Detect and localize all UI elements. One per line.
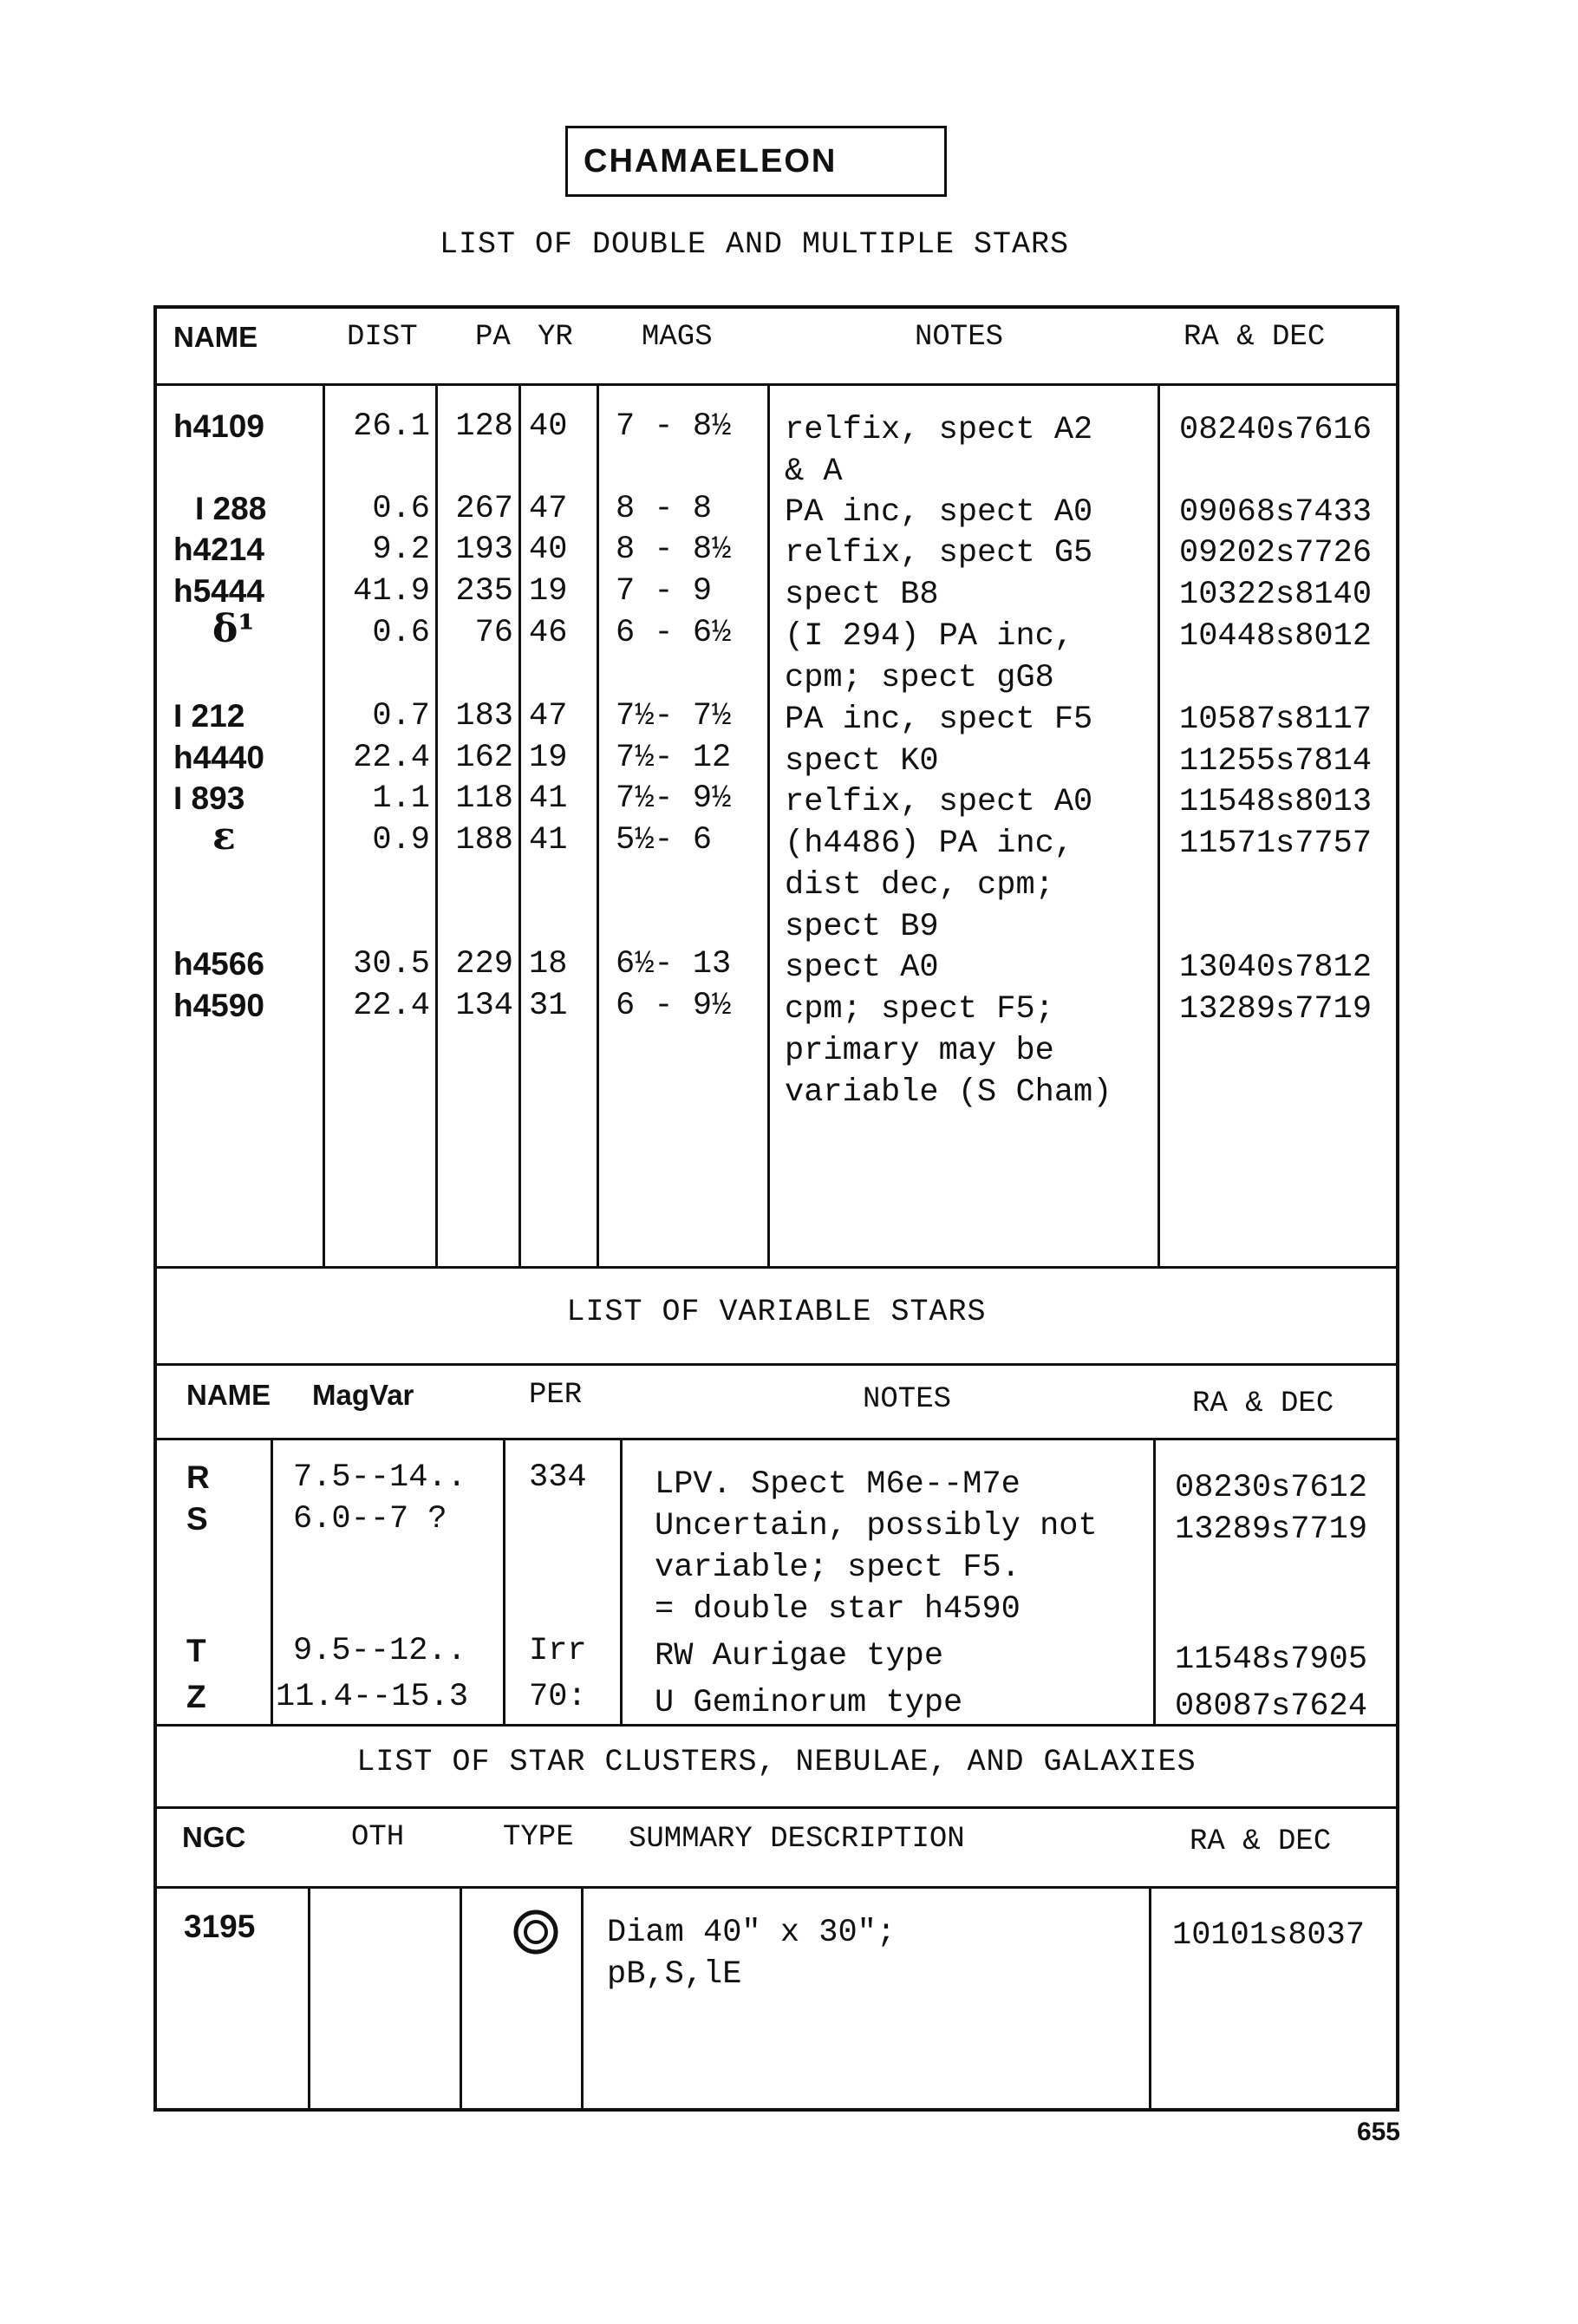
star-pa: 128 xyxy=(455,408,513,445)
star-radec: 10587s8117 xyxy=(1179,702,1373,738)
column-divider xyxy=(435,383,438,1266)
star-pa: 134 xyxy=(455,988,513,1024)
star-yr: 40 xyxy=(529,532,568,568)
column-divider xyxy=(620,1438,623,1724)
star-note-line: variable (S Cham) xyxy=(785,1074,1112,1111)
var-radec: 08230s7612 xyxy=(1175,1470,1368,1506)
col-header-dist: DIST xyxy=(347,321,418,354)
var-period: 334 xyxy=(529,1459,587,1496)
star-radec: 11255s7814 xyxy=(1179,743,1373,780)
star-yr: 19 xyxy=(529,740,568,776)
column-divider xyxy=(460,1886,462,2112)
star-mags: 8 - 8½ xyxy=(616,532,732,568)
divider xyxy=(153,1266,1399,1269)
var-name: R xyxy=(186,1459,210,1495)
cl-col-header-radec: RA & DEC xyxy=(1190,1825,1332,1858)
var-note-line: U Geminorum type xyxy=(655,1685,963,1721)
column-divider xyxy=(323,383,325,1266)
star-name: I 893 xyxy=(173,780,245,816)
col-header-pa: PA xyxy=(475,321,511,354)
star-yr: 18 xyxy=(529,946,568,982)
star-pa: 188 xyxy=(455,822,513,858)
star-note-line: spect K0 xyxy=(785,743,939,780)
star-radec: 11571s7757 xyxy=(1179,826,1373,862)
star-note-line: dist dec, cpm; xyxy=(785,867,1054,904)
page-title: CHAMAELEON xyxy=(565,126,947,197)
var-note-line: LPV. Spect M6e--M7e xyxy=(655,1466,1020,1503)
divider xyxy=(153,1806,1399,1809)
star-note-line: PA inc, spect F5 xyxy=(785,702,1093,738)
divider xyxy=(153,1363,1399,1366)
var-col-header-per: PER xyxy=(529,1379,583,1412)
column-divider xyxy=(767,383,770,1266)
divider xyxy=(153,1438,1399,1440)
star-pa: 183 xyxy=(455,698,513,734)
divider xyxy=(153,383,1399,386)
star-radec: 11548s8013 xyxy=(1179,784,1373,820)
star-yr: 31 xyxy=(529,988,568,1024)
star-pa: 118 xyxy=(455,780,513,817)
col-header-name: NAME xyxy=(173,321,258,353)
star-dist: 22.4 xyxy=(353,740,430,776)
star-note-line: spect B9 xyxy=(785,909,939,945)
star-mags: 7 - 9 xyxy=(616,573,713,610)
star-dist: 0.9 xyxy=(372,822,430,858)
star-note-line: spect A0 xyxy=(785,950,939,986)
star-yr: 47 xyxy=(529,698,568,734)
star-radec: 08240s7616 xyxy=(1179,412,1373,448)
var-name: Z xyxy=(186,1679,206,1714)
col-header-mags: MAGS xyxy=(642,321,713,354)
cl-col-header-desc: SUMMARY DESCRIPTION xyxy=(629,1823,965,1856)
column-divider xyxy=(597,383,599,1266)
star-dist: 9.2 xyxy=(372,532,430,568)
column-divider xyxy=(1153,1438,1156,1724)
star-mags: 7½- 12 xyxy=(616,740,732,776)
star-dist: 0.6 xyxy=(372,491,430,527)
star-pa: 162 xyxy=(455,740,513,776)
star-name: h4590 xyxy=(173,988,264,1023)
star-dist: 41.9 xyxy=(353,573,430,610)
var-period: 70: xyxy=(529,1679,587,1715)
star-radec: 10322s8140 xyxy=(1179,577,1373,613)
column-divider xyxy=(581,1886,584,2112)
star-name: δ¹ xyxy=(212,607,255,651)
star-pa: 267 xyxy=(455,491,513,527)
star-dist: 22.4 xyxy=(353,988,430,1024)
star-yr: 46 xyxy=(529,615,568,651)
var-magvar: 11.4--15.3 xyxy=(276,1679,469,1715)
star-dist: 0.6 xyxy=(372,615,430,651)
star-yr: 41 xyxy=(529,780,568,817)
star-note-line: relfix, spect G5 xyxy=(785,535,1093,571)
cluster-desc-line: pB,S,lE xyxy=(607,1956,742,1993)
star-note-line: relfix, spect A0 xyxy=(785,784,1093,820)
star-radec: 10448s8012 xyxy=(1179,618,1373,655)
star-name: h4214 xyxy=(173,532,264,567)
var-col-header-magvar: MagVar xyxy=(312,1379,414,1411)
var-note-line: RW Aurigae type xyxy=(655,1638,944,1674)
star-note-line: (h4486) PA inc, xyxy=(785,826,1074,862)
star-mags: 5½- 6 xyxy=(616,822,713,858)
star-yr: 19 xyxy=(529,573,568,610)
var-name: S xyxy=(186,1501,208,1537)
clusters-heading: LIST OF STAR CLUSTERS, NEBULAE, AND GALAXIES xyxy=(356,1745,1197,1779)
star-yr: 47 xyxy=(529,491,568,527)
var-radec: 08087s7624 xyxy=(1175,1688,1368,1725)
star-name: h4440 xyxy=(173,740,264,775)
cl-col-header-type: TYPE xyxy=(503,1821,574,1854)
var-magvar: 9.5--12.. xyxy=(293,1633,466,1669)
star-mags: 6 - 6½ xyxy=(616,615,732,651)
star-dist: 1.1 xyxy=(372,780,430,817)
star-radec: 13040s7812 xyxy=(1179,950,1373,986)
star-name: h5444 xyxy=(173,573,264,609)
var-period: Irr xyxy=(529,1633,587,1669)
star-note-line: relfix, spect A2 xyxy=(785,412,1093,448)
star-dist: 26.1 xyxy=(353,408,430,445)
star-name: I 288 xyxy=(195,491,267,526)
column-divider xyxy=(308,1886,310,2112)
star-pa: 235 xyxy=(455,573,513,610)
cluster-desc-line: Diam 40" x 30"; xyxy=(607,1915,897,1951)
star-mags: 7 - 8½ xyxy=(616,408,732,445)
star-name: I 212 xyxy=(173,698,245,734)
var-col-header-radec: RA & DEC xyxy=(1192,1387,1334,1420)
column-divider xyxy=(271,1438,273,1724)
star-note-line: cpm; spect gG8 xyxy=(785,660,1054,696)
star-radec: 09068s7433 xyxy=(1179,494,1373,531)
col-header-radec: RA & DEC xyxy=(1184,321,1326,354)
star-pa: 229 xyxy=(455,946,513,982)
star-radec: 09202s7726 xyxy=(1179,535,1373,571)
cl-col-header-oth: OTH xyxy=(351,1821,405,1854)
divider xyxy=(153,1886,1399,1889)
star-name: ε xyxy=(212,814,236,858)
star-mags: 8 - 8 xyxy=(616,491,713,527)
var-magvar: 6.0--7 ? xyxy=(293,1501,447,1537)
column-divider xyxy=(518,383,521,1266)
var-radec: 13289s7719 xyxy=(1175,1511,1368,1548)
col-header-yr: YR xyxy=(538,321,573,354)
star-pa: 76 xyxy=(474,615,513,651)
star-yr: 41 xyxy=(529,822,568,858)
star-name: h4109 xyxy=(173,408,264,444)
cluster-ngc: 3195 xyxy=(184,1909,256,1944)
double-stars-heading: LIST OF DOUBLE AND MULTIPLE STARS xyxy=(439,227,1070,262)
var-note-line: variable; spect F5. xyxy=(655,1550,1020,1586)
star-dist: 30.5 xyxy=(353,946,430,982)
planetary-nebula-icon xyxy=(513,1909,558,1955)
star-note-line: PA inc, spect A0 xyxy=(785,494,1093,531)
column-divider xyxy=(1157,383,1160,1266)
cluster-radec: 10101s8037 xyxy=(1172,1917,1366,1954)
var-note-line: = double star h4590 xyxy=(655,1591,1020,1628)
column-divider xyxy=(1149,1886,1151,2112)
star-mags: 6½- 13 xyxy=(616,946,732,982)
star-pa: 193 xyxy=(455,532,513,568)
star-mags: 7½- 7½ xyxy=(616,698,732,734)
page-number: 655 xyxy=(1356,2118,1400,2146)
column-divider xyxy=(503,1438,505,1724)
var-col-header-notes: NOTES xyxy=(863,1383,952,1416)
star-name: h4566 xyxy=(173,946,264,982)
variable-stars-heading: LIST OF VARIABLE STARS xyxy=(566,1295,987,1329)
var-note-line: Uncertain, possibly not xyxy=(655,1508,1098,1544)
star-mags: 7½- 9½ xyxy=(616,780,732,817)
var-radec: 11548s7905 xyxy=(1175,1642,1368,1678)
star-mags: 6 - 9½ xyxy=(616,988,732,1024)
star-note-line: & A xyxy=(785,454,843,490)
var-col-header-name: NAME xyxy=(186,1379,271,1411)
col-header-notes: NOTES xyxy=(915,321,1004,354)
star-note-line: primary may be xyxy=(785,1033,1054,1069)
star-dist: 0.7 xyxy=(372,698,430,734)
star-yr: 40 xyxy=(529,408,568,445)
var-magvar: 7.5--14.. xyxy=(293,1459,466,1496)
star-radec: 13289s7719 xyxy=(1179,991,1373,1028)
star-note-line: spect B8 xyxy=(785,577,939,613)
var-name: T xyxy=(186,1633,206,1668)
cl-col-header-ngc: NGC xyxy=(182,1821,246,1853)
star-note-line: cpm; spect F5; xyxy=(785,991,1054,1028)
star-note-line: (I 294) PA inc, xyxy=(785,618,1074,655)
